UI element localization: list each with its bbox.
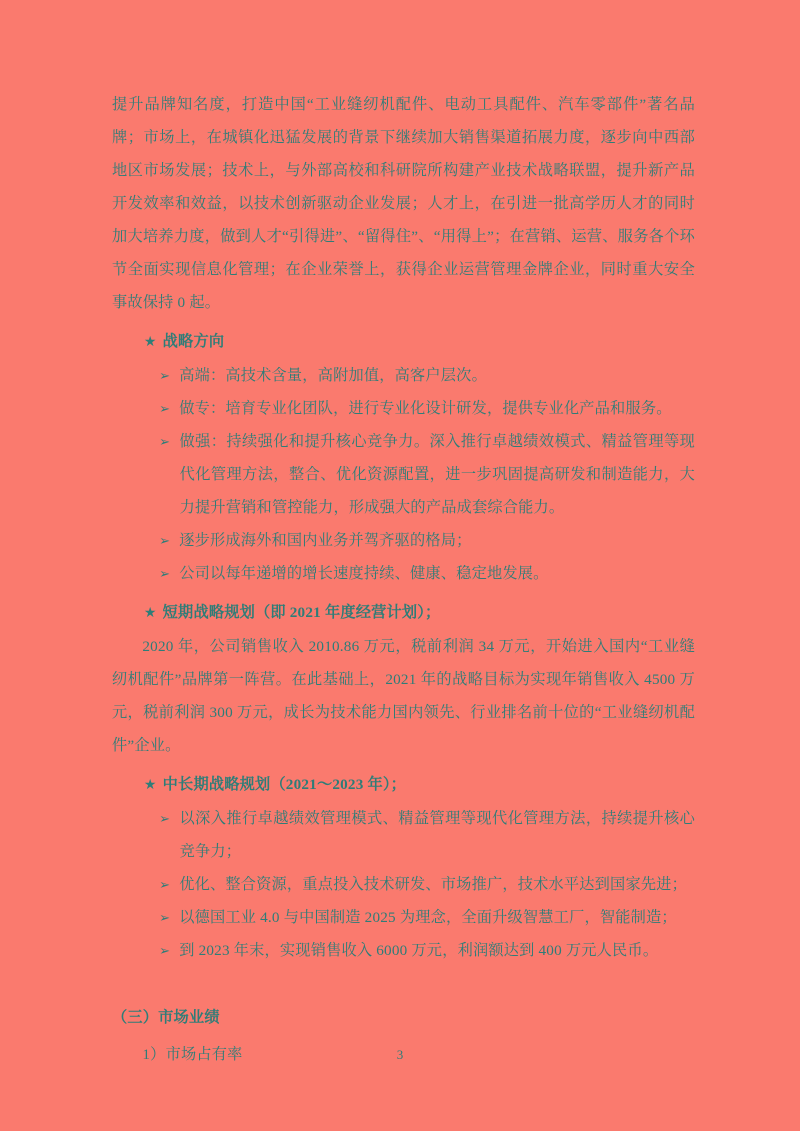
list-item: [159, 557, 695, 590]
page-number: 3: [396, 1047, 404, 1062]
list-item: [159, 868, 695, 901]
arrow-icon: ➢: [159, 811, 171, 826]
star-icon: ★: [143, 606, 157, 621]
section-heading-short-term-plan: [144, 596, 695, 630]
list-item: [159, 425, 695, 524]
list-item: [159, 901, 695, 934]
list-item: [159, 359, 695, 392]
list-item: [159, 524, 695, 557]
arrow-icon: ➢: [159, 566, 171, 581]
list-item: [159, 802, 695, 868]
section-title: 短期战略规划（即 2021 年度经营计划）；: [162, 604, 441, 621]
list-item-text: 做强：持续强化和提升核心竞争力。深入推行卓越绩效模式、精益管理等现代化管理方法，整合、优化资源配置，进一步巩固提高研发和制造能力，大力提升营销和管控能力，形成强大的产品成套综合能力。: [179, 433, 695, 516]
section-heading-market-performance: （三）市场业绩: [112, 1009, 220, 1026]
arrow-icon: ➢: [159, 434, 171, 449]
list-item-text: 以德国工业 4.0 与中国制造 2025 为理念，全面升级智慧工厂，智能制造；: [179, 909, 677, 926]
arrow-icon: ➢: [159, 533, 171, 548]
document-body: [112, 88, 695, 1071]
arrow-icon: ➢: [159, 943, 171, 958]
arrow-icon: ➢: [159, 910, 171, 925]
section-title: 中长期战略规划（2021～2023 年）；: [162, 776, 407, 793]
star-icon: ★: [143, 335, 157, 350]
list-item: [159, 392, 695, 425]
list-item-text: 做专：培育专业化团队，进行专业化设计研发，提供专业化产品和服务。: [179, 400, 672, 417]
section-title: 战略方向: [162, 333, 225, 350]
paragraph-intro: 提升品牌知名度，打造中国“工业缝纫机配件、电动工具配件、汽车零部件”著名品牌；市场上，在城镇化迅猛发展的背景下继续加大销售渠道拓展力度，逐步向中西部地区市场发展；技术上，与外部高校和科研院所构建产业技术战略联盟，提升新产品开发效率和效益，以技术创新驱动企业发展；人才上，在引进一批高学历人才的同时加大培养力度，做到人才“引得进”、“留得住”、“用得上”；在营销、运营、服务各个环节全面实现信息化管理；在企业荣誉上，获得企业运营管理金牌企业，同时重大安全事故保持 0 起。: [112, 96, 695, 311]
arrow-icon: ➢: [159, 368, 171, 383]
section-heading-mid-long-term-plan: [144, 768, 695, 802]
list-item: [159, 934, 695, 967]
list-item-text: 以深入推行卓越绩效管理模式、精益管理等现代化管理方法，持续提升核心竞争力；: [179, 810, 695, 860]
paragraph-short-term-body: 2020 年，公司销售收入 2010.86 万元，税前利润 34 万元，开始进入国内“工业缝纫机配件”品牌第一阵营。在此基础上，2021 年的战略目标为实现年销售收入 4500 万元，税前利润 300 万元，成长为技术能力国内领先、行业排名前十位的“工业缝纫机配件”企业。: [112, 638, 695, 754]
list-item-text: 到 2023 年末，实现销售收入 6000 万元，利润额达到 400 万元人民币。: [179, 942, 659, 959]
section-heading-strategy-direction: [144, 325, 695, 359]
list-item-text: 优化、整合资源，重点投入技术研发、市场推广，技术水平达到国家先进；: [179, 876, 687, 893]
list-item-text: 公司以每年递增的增长速度持续、健康、稳定地发展。: [179, 565, 549, 582]
list-item-text: 逐步形成海外和国内业务并驾齐驱的格局；: [179, 532, 472, 549]
star-icon: ★: [143, 778, 157, 793]
arrow-icon: ➢: [159, 401, 171, 416]
arrow-icon: ➢: [159, 877, 171, 892]
list-item-text: 高端：高技术含量，高附加值，高客户层次。: [179, 367, 487, 384]
sub-item-market-share: 1）市场占有率: [142, 1046, 243, 1063]
